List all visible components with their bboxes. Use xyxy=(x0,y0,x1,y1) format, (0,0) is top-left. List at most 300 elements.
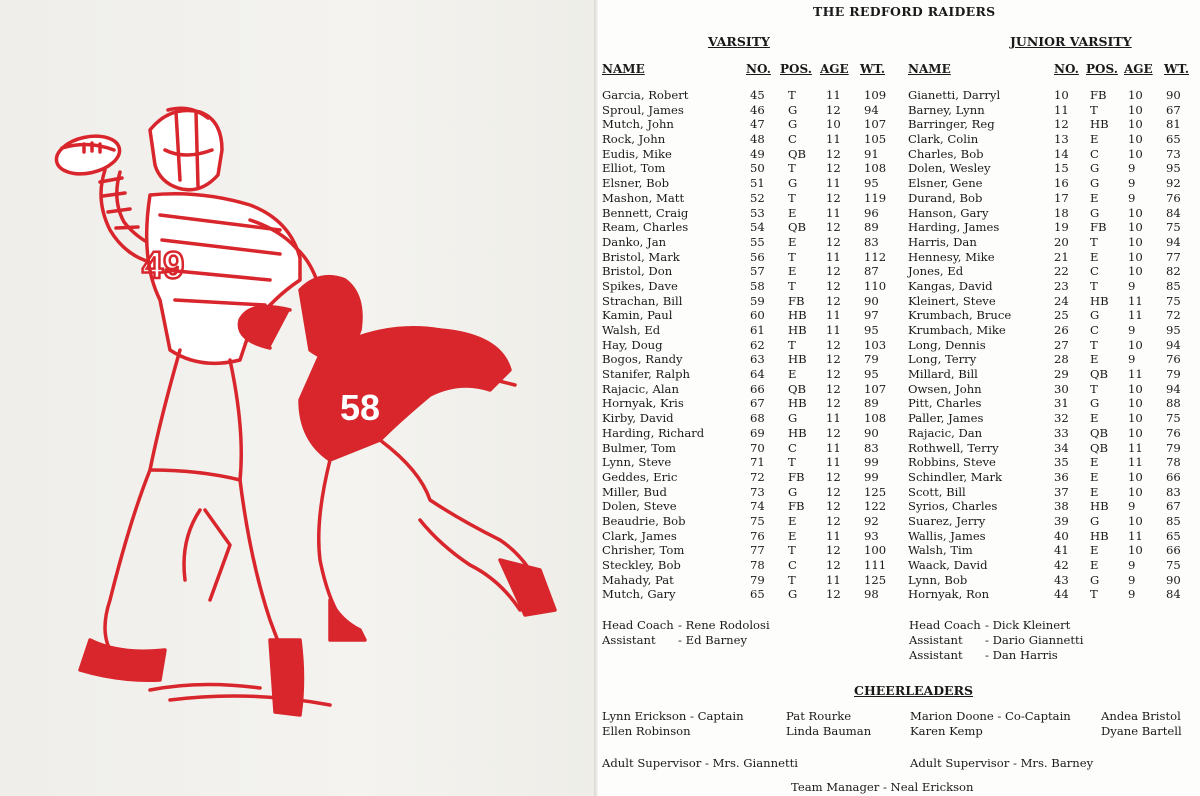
coach-line xyxy=(909,648,1058,663)
player-number: 45 xyxy=(750,88,765,102)
player-age: 11 xyxy=(1128,308,1143,323)
player-number: 28 xyxy=(1054,352,1069,367)
roster-row xyxy=(908,323,1198,338)
player-weight: 90 xyxy=(864,425,879,440)
cheer-col-3 xyxy=(910,709,1071,739)
player-number: 61 xyxy=(750,323,765,337)
roster-row xyxy=(602,382,892,397)
player-weight: 95 xyxy=(864,176,879,191)
player-weight: 84 xyxy=(1166,587,1181,602)
player-age: 11 xyxy=(826,132,841,147)
player-name: Walsh, Ed xyxy=(602,323,661,337)
adult-supervisor-right: Adult Supervisor - Mrs. Barney xyxy=(910,756,1094,770)
player-number: 56 xyxy=(750,249,765,264)
player-name: Harris, Dan xyxy=(908,234,977,249)
roster-row xyxy=(602,323,892,338)
player-number: 12 xyxy=(1054,117,1069,132)
roster-page xyxy=(598,0,1200,796)
player-position: T xyxy=(788,278,796,293)
varsity-col-name: NAME xyxy=(602,62,645,76)
player-number: 65 xyxy=(750,587,765,602)
player-weight: 108 xyxy=(864,411,887,426)
player-age: 11 xyxy=(826,205,841,220)
roster-row xyxy=(602,485,892,500)
player-position: E xyxy=(788,264,797,279)
player-position: HB xyxy=(788,396,807,411)
player-weight: 89 xyxy=(864,220,879,235)
player-age: 10 xyxy=(1128,102,1143,117)
cheerleader: Andea Bristol xyxy=(1101,709,1181,723)
varsity-col-no: NO. xyxy=(746,62,771,76)
player-weight: 91 xyxy=(864,146,879,161)
player-name: Suarez, Jerry xyxy=(908,513,986,528)
player-age: 10 xyxy=(826,117,841,132)
cheerleader: Karen Kemp xyxy=(910,724,983,738)
player-number: 75 xyxy=(750,513,765,528)
player-name: Clark, James xyxy=(602,528,677,543)
player-name: Charles, Bob xyxy=(908,146,984,161)
player-number: 69 xyxy=(750,425,765,440)
player-weight: 75 xyxy=(1166,558,1181,572)
player-weight: 67 xyxy=(1166,499,1181,514)
player-name: Robbins, Steve xyxy=(908,455,996,470)
player-name: Rothwell, Terry xyxy=(908,440,999,455)
player-number: 64 xyxy=(750,367,765,382)
player-age: 10 xyxy=(1128,543,1143,558)
player-weight: 66 xyxy=(1166,469,1181,484)
player-name: Krumbach, Mike xyxy=(908,323,1006,337)
player-position: T xyxy=(788,190,796,205)
roster-row xyxy=(908,103,1198,118)
player-name: Kangas, David xyxy=(908,278,993,293)
player-position: E xyxy=(788,205,797,220)
player-age: 9 xyxy=(1128,278,1136,293)
player-position: G xyxy=(1090,205,1100,220)
player-age: 12 xyxy=(826,499,841,514)
coach-role: Assistant xyxy=(602,633,656,647)
player-age: 10 xyxy=(1128,484,1143,499)
player-age: 12 xyxy=(826,190,841,205)
player-name: Walsh, Tim xyxy=(908,543,973,558)
player-number: 17 xyxy=(1054,190,1069,205)
coach-line xyxy=(602,633,748,648)
player-number: 24 xyxy=(1054,293,1069,308)
player-name: Bristol, Don xyxy=(602,264,673,279)
player-number: 63 xyxy=(750,352,765,367)
cheerleaders-heading: CHEERLEADERS xyxy=(854,683,974,698)
player-age: 12 xyxy=(826,102,841,117)
player-position: T xyxy=(1090,587,1098,602)
roster-row xyxy=(908,132,1198,147)
roster-row xyxy=(602,558,892,573)
roster-row xyxy=(908,338,1198,353)
player-name: Dolen, Wesley xyxy=(908,161,991,176)
cheerleader: Linda Bauman xyxy=(786,724,872,738)
player-weight: 98 xyxy=(864,587,879,602)
player-position: E xyxy=(788,528,797,543)
player-age: 10 xyxy=(1128,337,1143,352)
junior-roster xyxy=(908,88,1198,602)
player-position: E xyxy=(1090,190,1099,205)
player-age: 11 xyxy=(826,176,841,191)
player-weight: 95 xyxy=(1166,323,1181,337)
player-position: FB xyxy=(1090,88,1107,102)
player-position: G xyxy=(788,102,798,117)
player-position: T xyxy=(1090,337,1098,352)
player-weight: 76 xyxy=(1166,190,1181,205)
player-weight: 94 xyxy=(864,102,879,117)
coach-line xyxy=(602,618,770,633)
coach-name: - Rene Rodolosi xyxy=(678,618,770,632)
player-weight: 85 xyxy=(1166,513,1181,528)
football-players-illustration xyxy=(0,0,597,796)
player-weight: 75 xyxy=(1166,293,1181,308)
player-age: 10 xyxy=(1128,264,1143,279)
player-name: Elliot, Tom xyxy=(602,161,666,176)
player-age: 12 xyxy=(826,396,841,411)
player-age: 12 xyxy=(826,220,841,235)
player-position: T xyxy=(788,543,796,558)
roster-row xyxy=(908,543,1198,558)
player-position: E xyxy=(788,234,797,249)
roster-row xyxy=(908,250,1198,265)
player-weight: 89 xyxy=(864,396,879,411)
player-name: Spikes, Dave xyxy=(602,278,678,293)
roster-row xyxy=(602,411,892,426)
coach-name: - Dario Giannetti xyxy=(985,633,1084,647)
roster-row xyxy=(908,573,1198,588)
junior-col-pos: POS. xyxy=(1086,62,1118,76)
player-number: 50 xyxy=(750,161,765,176)
player-name: Danko, Jan xyxy=(602,234,667,249)
player-position: G xyxy=(1090,308,1100,323)
player-age: 10 xyxy=(1128,132,1143,147)
player-age: 9 xyxy=(1128,499,1136,514)
jersey-number-front: 58 xyxy=(340,387,381,428)
player-age: 11 xyxy=(826,572,841,587)
player-name: Hennesy, Mike xyxy=(908,249,995,264)
player-name: Mashon, Matt xyxy=(602,190,685,205)
coach-name: - Ed Barney xyxy=(678,633,748,647)
player-weight: 99 xyxy=(864,469,879,484)
player-age: 12 xyxy=(826,425,841,440)
player-number: 25 xyxy=(1054,308,1069,323)
cheer-col-1 xyxy=(602,709,744,739)
player-position: G xyxy=(788,587,798,602)
player-number: 37 xyxy=(1054,484,1069,499)
player-weight: 97 xyxy=(864,308,879,323)
roster-row xyxy=(602,147,892,162)
player-name: Durand, Bob xyxy=(908,190,983,205)
player-number: 16 xyxy=(1054,176,1069,191)
player-number: 34 xyxy=(1054,440,1069,455)
cheerleader: Pat Rourke xyxy=(786,709,852,723)
player-number: 68 xyxy=(750,411,765,426)
player-position: T xyxy=(1090,278,1098,293)
player-age: 12 xyxy=(826,543,841,558)
player-name: Rajacic, Alan xyxy=(602,381,679,396)
player-number: 78 xyxy=(750,558,765,572)
junior-col-no: NO. xyxy=(1054,62,1079,76)
player-age: 10 xyxy=(1128,513,1143,528)
player-position: FB xyxy=(1090,220,1107,235)
player-number: 13 xyxy=(1054,132,1069,147)
player-number: 54 xyxy=(750,220,765,235)
player-age: 12 xyxy=(826,161,841,176)
player-weight: 107 xyxy=(864,117,887,132)
player-age: 9 xyxy=(1128,323,1136,337)
player-position: T xyxy=(788,249,796,264)
page-title: THE REDFORD RAIDERS xyxy=(813,4,996,19)
roster-row xyxy=(908,455,1198,470)
player-weight: 111 xyxy=(864,558,887,572)
player-weight: 96 xyxy=(864,205,879,220)
coach-role: Head Coach xyxy=(909,618,981,632)
player-age: 12 xyxy=(826,146,841,161)
roster-row xyxy=(908,308,1198,323)
player-age: 10 xyxy=(1128,146,1143,161)
player-number: 46 xyxy=(750,102,765,117)
player-number: 31 xyxy=(1054,396,1069,411)
player-age: 11 xyxy=(1128,455,1143,470)
player-age: 12 xyxy=(826,469,841,484)
roster-row xyxy=(602,441,892,456)
player-name: Strachan, Bill xyxy=(602,293,683,308)
roster-row xyxy=(908,382,1198,397)
player-weight: 87 xyxy=(864,264,879,279)
player-weight: 94 xyxy=(1166,337,1181,352)
player-number: 51 xyxy=(750,176,765,191)
player-number: 79 xyxy=(750,572,765,587)
junior-varsity-heading: JUNIOR VARSITY xyxy=(1010,34,1132,49)
player-weight: 92 xyxy=(1166,176,1181,191)
player-weight: 76 xyxy=(1166,352,1181,367)
player-weight: 84 xyxy=(1166,205,1181,220)
player-name: Waack, David xyxy=(908,558,988,572)
player-weight: 95 xyxy=(1166,161,1181,176)
player-name: Scott, Bill xyxy=(908,484,966,499)
player-position: E xyxy=(1090,543,1099,558)
player-weight: 94 xyxy=(1166,381,1181,396)
player-position: G xyxy=(788,484,798,499)
roster-row xyxy=(908,88,1198,103)
player-number: 21 xyxy=(1054,249,1069,264)
player-position: T xyxy=(788,455,796,470)
player-name: Schindler, Mark xyxy=(908,469,1003,484)
player-number: 20 xyxy=(1054,234,1069,249)
varsity-col-age: AGE xyxy=(820,62,849,76)
roster-row xyxy=(908,352,1198,367)
player-position: HB xyxy=(788,308,807,323)
varsity-roster xyxy=(602,88,892,602)
player-age: 10 xyxy=(1128,205,1143,220)
player-position: T xyxy=(788,161,796,176)
player-age: 10 xyxy=(1128,411,1143,426)
player-name: Bogos, Randy xyxy=(602,352,683,367)
player-number: 14 xyxy=(1054,146,1069,161)
player-weight: 108 xyxy=(864,161,887,176)
player-age: 10 xyxy=(1128,117,1143,132)
jersey-number-back: 49 xyxy=(142,245,185,287)
player-weight: 90 xyxy=(1166,572,1181,587)
roster-row xyxy=(908,411,1198,426)
player-position: T xyxy=(788,88,796,102)
player-number: 49 xyxy=(750,146,765,161)
player-number: 15 xyxy=(1054,161,1069,176)
player-position: E xyxy=(788,367,797,382)
player-age: 9 xyxy=(1128,161,1136,176)
player-name: Rajacic, Dan xyxy=(908,425,983,440)
player-age: 11 xyxy=(826,455,841,470)
player-number: 39 xyxy=(1054,513,1069,528)
player-age: 9 xyxy=(1128,558,1136,572)
roster-row xyxy=(908,499,1198,514)
player-name: Barringer, Reg xyxy=(908,117,995,132)
player-number: 62 xyxy=(750,337,765,352)
varsity-staff xyxy=(602,618,770,648)
player-weight: 79 xyxy=(1166,440,1181,455)
player-age: 11 xyxy=(826,411,841,426)
player-weight: 83 xyxy=(864,440,879,455)
player-position: T xyxy=(788,337,796,352)
player-position: QB xyxy=(1090,440,1109,455)
roster-row xyxy=(908,147,1198,162)
roster-row xyxy=(602,396,892,411)
player-age: 11 xyxy=(1128,440,1143,455)
coach-role: Assistant xyxy=(909,648,963,662)
player-age: 11 xyxy=(1128,528,1143,543)
roster-row xyxy=(602,294,892,309)
player-position: HB xyxy=(1090,293,1109,308)
player-name: Owsen, John xyxy=(908,381,982,396)
player-name: Miller, Bud xyxy=(602,484,667,499)
player-age: 12 xyxy=(826,293,841,308)
player-age: 12 xyxy=(826,381,841,396)
player-name: Mutch, Gary xyxy=(602,587,676,602)
roster-row xyxy=(602,132,892,147)
player-name: Mahady, Pat xyxy=(602,572,674,587)
player-name: Chrisher, Tom xyxy=(602,543,685,558)
player-name: Kleinert, Steve xyxy=(908,293,996,308)
player-name: Hornyak, Kris xyxy=(602,396,684,411)
player-name: Ream, Charles xyxy=(602,220,689,235)
player-name: Dolen, Steve xyxy=(602,499,677,514)
player-age: 9 xyxy=(1128,176,1136,191)
roster-row xyxy=(908,294,1198,309)
player-name: Stanifer, Ralph xyxy=(602,367,690,382)
varsity-col-wt: WT. xyxy=(860,62,886,76)
player-weight: 125 xyxy=(864,484,887,499)
illustration-page xyxy=(0,0,597,796)
roster-row xyxy=(602,308,892,323)
roster-row xyxy=(908,426,1198,441)
player-number: 70 xyxy=(750,440,765,455)
player-weight: 125 xyxy=(864,572,887,587)
player-number: 59 xyxy=(750,293,765,308)
roster-row xyxy=(602,455,892,470)
player-number: 48 xyxy=(750,132,765,147)
roster-row xyxy=(908,470,1198,485)
player-name: Long, Terry xyxy=(908,352,977,367)
player-number: 27 xyxy=(1054,337,1069,352)
roster-row xyxy=(602,206,892,221)
player-number: 38 xyxy=(1054,499,1069,514)
player-number: 26 xyxy=(1054,323,1069,337)
player-name: Wallis, James xyxy=(908,528,986,543)
coach-role: Assistant xyxy=(909,633,963,647)
roster-row xyxy=(602,499,892,514)
player-name: Steckley, Bob xyxy=(602,558,681,572)
player-position: E xyxy=(1090,455,1099,470)
varsity-col-pos: POS. xyxy=(780,62,812,76)
player-age: 12 xyxy=(826,337,841,352)
roster-row xyxy=(602,176,892,191)
player-number: 77 xyxy=(750,543,765,558)
roster-row xyxy=(908,396,1198,411)
roster-row xyxy=(602,587,892,602)
player-number: 22 xyxy=(1054,264,1069,279)
player-position: E xyxy=(1090,469,1099,484)
player-position: E xyxy=(1090,484,1099,499)
roster-row xyxy=(908,235,1198,250)
player-position: G xyxy=(1090,572,1100,587)
roster-row xyxy=(908,485,1198,500)
player-age: 10 xyxy=(1128,396,1143,411)
player-name: Lynn, Steve xyxy=(602,455,672,470)
player-position: QB xyxy=(788,146,807,161)
player-weight: 112 xyxy=(864,249,887,264)
cheer-col-4 xyxy=(1101,709,1182,739)
player-name: Garcia, Robert xyxy=(602,88,689,102)
player-number: 73 xyxy=(750,484,765,499)
player-weight: 67 xyxy=(1166,102,1181,117)
player-number: 32 xyxy=(1054,411,1069,426)
player-age: 12 xyxy=(826,234,841,249)
player-weight: 119 xyxy=(864,190,887,205)
roster-row xyxy=(602,235,892,250)
player-position: FB xyxy=(788,293,805,308)
player-position: E xyxy=(1090,558,1099,572)
roster-row xyxy=(602,103,892,118)
roster-row xyxy=(602,338,892,353)
player-position: G xyxy=(1090,396,1100,411)
player-weight: 105 xyxy=(864,132,887,147)
player-name: Lynn, Bob xyxy=(908,572,968,587)
player-position: HB xyxy=(788,323,807,337)
player-age: 12 xyxy=(826,352,841,367)
player-position: G xyxy=(788,411,798,426)
player-position: HB xyxy=(1090,499,1109,514)
player-age: 10 xyxy=(1128,249,1143,264)
player-position: QB xyxy=(1090,425,1109,440)
roster-row xyxy=(602,470,892,485)
roster-row xyxy=(908,176,1198,191)
player-name: Pitt, Charles xyxy=(908,396,982,411)
player-number: 40 xyxy=(1054,528,1069,543)
player-age: 11 xyxy=(826,528,841,543)
roster-row xyxy=(602,279,892,294)
player-name: Rock, John xyxy=(602,132,666,147)
player-weight: 122 xyxy=(864,499,887,514)
player-position: C xyxy=(1090,146,1099,161)
player-number: 35 xyxy=(1054,455,1069,470)
player-age: 12 xyxy=(826,264,841,279)
player-age: 10 xyxy=(1128,469,1143,484)
player-weight: 65 xyxy=(1166,528,1181,543)
team-manager: Team Manager - Neal Erickson xyxy=(791,780,974,794)
player-weight: 83 xyxy=(1166,484,1181,499)
junior-col-name: NAME xyxy=(908,62,951,76)
